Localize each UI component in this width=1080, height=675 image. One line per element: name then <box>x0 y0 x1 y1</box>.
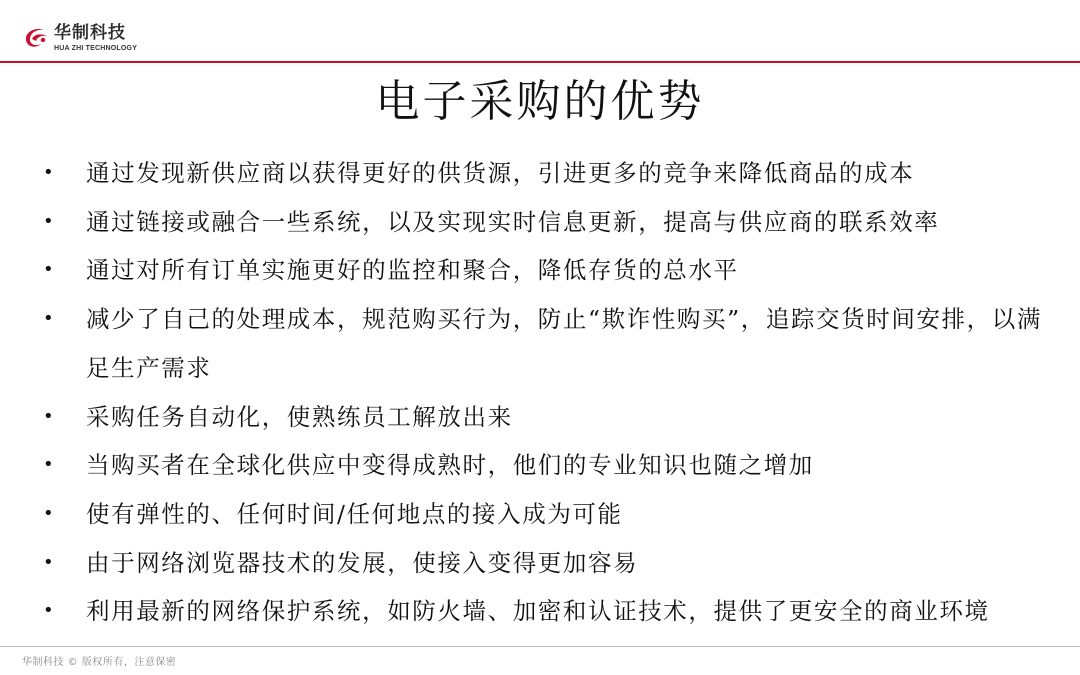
bullet-list <box>0 149 1080 636</box>
bullet-text: 利用最新的网络保护系统，如防火墙、加密和认证技术，提供了更安全的商业环境 <box>86 597 990 626</box>
bullet-text: 通过链接或融合一些系统，以及实现实时信息更新，提高与供应商的联系效率 <box>86 207 940 236</box>
bullet-item <box>0 149 1080 198</box>
bullet-item <box>0 198 1080 247</box>
bullet-text: 采购任务自动化，使熟练员工解放出来 <box>86 402 513 431</box>
header-divider <box>0 61 1080 63</box>
footer-divider <box>0 646 1080 647</box>
bullet-text: 当购买者在全球化供应中变得成熟时，他们的专业知识也随之增加 <box>86 451 814 480</box>
bullet-text: 减少了自己的处理成本，规范购买行为，防止“欺诈性购买”，追踪交货时间安排，以满足生产需求 <box>86 305 1042 382</box>
bullet-item <box>0 539 1080 588</box>
bullet-text: 通过发现新供应商以获得更好的供货源，引进更多的竞争来降低商品的成本 <box>86 159 915 187</box>
bullet-item <box>0 393 1080 442</box>
footer-copyright: 华制科技 © 版权所有，注意保密 <box>22 657 177 668</box>
bullet-icon: • <box>43 405 56 427</box>
logo-english-name: HUA ZHI TECHNOLOGY <box>54 45 138 52</box>
bullet-icon: • <box>43 210 56 232</box>
logo-chinese-name: 华制科技 <box>54 23 126 43</box>
bullet-item <box>0 587 1080 636</box>
bullet-text: 由于网络浏览器技术的发展，使接入变得更加容易 <box>86 548 639 577</box>
bullet-text: 使有弹性的、任何时间/任何地点的接入成为可能 <box>86 499 623 528</box>
bullet-icon: • <box>43 162 56 183</box>
bullet-icon: • <box>43 259 56 281</box>
bullet-icon: • <box>43 551 56 573</box>
bullet-icon: • <box>43 308 56 330</box>
bullet-item <box>0 295 1080 392</box>
bullet-icon: • <box>43 502 56 524</box>
bullet-icon: • <box>43 600 56 622</box>
bullet-item <box>0 490 1080 539</box>
swoosh-logo-icon <box>22 25 50 51</box>
slide-title: 电子采购的优势 <box>375 76 705 127</box>
bullet-item <box>0 246 1080 295</box>
bullet-icon: • <box>43 454 56 476</box>
bullet-text: 通过对所有订单实施更好的监控和聚合，降低存货的总水平 <box>86 256 739 285</box>
bullet-item <box>0 441 1080 490</box>
company-logo <box>22 25 137 55</box>
